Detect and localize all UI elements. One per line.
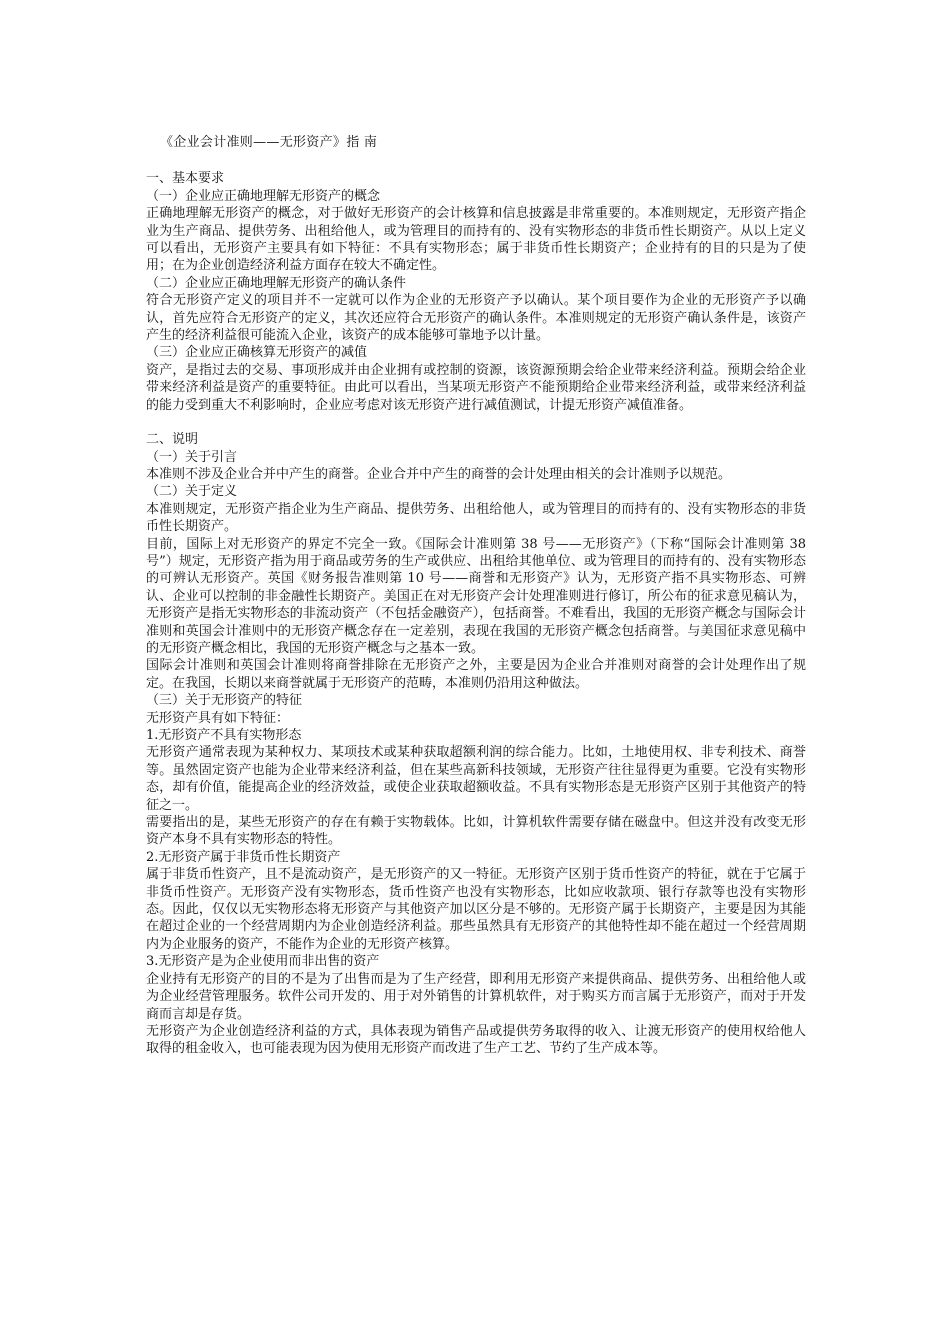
paragraph: 符合无形资产定义的项目并不一定就可以作为企业的无形资产予以确认。某个项目要作为企业的无形资产予以确认，首先应符合无形资产的定义，其次还应符合无形资产的确认条件。本准则规定的无形资产确认条件是，该资产产生的经济利益很可能流入企业，该资产的成本能够可靠地予以计量。	[146, 293, 806, 344]
document-page	[146, 134, 806, 1058]
list-item: 2.无形资产属于非货币性长期资产	[146, 849, 341, 865]
paragraph: 目前，国际上对无形资产的界定不完全一致。《国际会计准则第 38 号——无形资产》（下称“国际会计准则第 38 号”）规定，无形资产指为用于商品或劳务的生产或供应、出租给其他单位、或为管理目的而持有的、没有实物形态的可辨认无形资产。英国《财务报告准则第 10 号——商誉和无形资产》认为，无形资产指不具实物形态、可辨认、企业可以控制的非金融性长期资产。美国正在对无形资产会计处理准则进行修订，所公布的征求意见稿认为，无形资产是指无实物形态的非流动资产（不包括金融资产），包括商誉。不难看出，我国的无形资产概念与国际会计准则和英国会计准则中的无形资产概念存在一定差别，表现在我国的无形资产概念包括商誉。与美国征求意见稿中的无形资产概念相比，我国的无形资产概念与之基本一致。	[146, 536, 806, 656]
subheading: （一）企业应正确地理解无形资产的概念	[146, 188, 381, 204]
paragraph: 需要指出的是，某些无形资产的存在有赖于实物载体。比如，计算机软件需要存储在磁盘中。但这并没有改变无形资产本身不具有实物形态的特性。	[146, 815, 806, 848]
subheading: （二）企业应正确地理解无形资产的确认条件	[146, 275, 407, 291]
subheading: （一）关于引言	[146, 449, 238, 465]
list-item: 1.无形资产不具有实物形态	[146, 728, 302, 743]
paragraph: 正确地理解无形资产的概念，对于做好无形资产的会计核算和信息披露是非常重要的。本准则规定，无形资产指企业为生产商品、提供劳务、出租给他人，或为管理目的而持有的、没有实物形态的非货币性长期资产。从以上定义可以看出，无形资产主要具有如下特征：不具有实物形态；属于非货币性长期资产；企业持有的目的只是为了使用；在为企业创造经济利益方面存在较大不确定性。	[146, 206, 806, 274]
subheading: （三）企业应正确核算无形资产的减值	[146, 345, 368, 361]
section-heading: 一、基本要求	[146, 171, 225, 187]
paragraph: 本准则规定，无形资产指企业为生产商品、提供劳务、出租给他人，或为管理目的而持有的、没有实物形态的非货币性长期资产。	[146, 501, 806, 535]
paragraph: 企业持有无形资产的目的不是为了出售而是为了生产经营，即利用无形资产来提供商品、提供劳务、出租给他人或为企业经营管理服务。软件公司开发的、用于对外销售的计算机软件，对于购买方而言属于无形资产，而对于开发商而言却是存货。	[146, 971, 806, 1022]
document-title: 《企业会计准则——无形资产》指 南	[160, 135, 378, 150]
paragraph: 无形资产为企业创造经济利益的方式，具体表现为销售产品或提供劳务取得的收入、让渡无形资产的使用权给他人取得的租金收入，也可能表现为因为使用无形资产而改进了生产工艺、节约了生产成本等。	[146, 1023, 806, 1057]
list-item: 3.无形资产是为企业使用而非出售的资产	[146, 954, 380, 970]
section-explanation	[146, 431, 806, 1058]
subheading: （三）关于无形资产的特征	[146, 693, 303, 709]
subheading: （二）关于定义	[146, 484, 238, 500]
section-heading: 二、说明	[146, 432, 199, 448]
paragraph: 本准则不涉及企业合并中产生的商誉。企业合并中产生的商誉的会计处理由相关的会计准则予以规范。	[146, 466, 732, 482]
paragraph: 无形资产通常表现为某种权力、某项技术或某种获取超额利润的综合能力。比如，土地使用权、非专利技术、商誉等。虽然固定资产也能为企业带来经济利益，但在某些高新科技领域，无形资产往往显得更为重要。它没有实物形态，却有价值，能提高企业的经济效益，或使企业获取超额收益。不具有实物形态是无形资产区别于其他资产的特征之一。	[146, 745, 806, 813]
paragraph: 国际会计准则和英国会计准则将商誉排除在无形资产之外，主要是因为企业合并准则对商誉的会计处理作出了规定。在我国，长期以来商誉就属于无形资产的范畴，本准则仍沿用这种做法。	[146, 658, 806, 691]
section-basic-requirements	[146, 170, 806, 414]
list-item: 无形资产具有如下特征：	[146, 710, 290, 726]
paragraph: 属于非货币性资产，且不是流动资产，是无形资产的又一特征。无形资产区别于货币性资产的特征，就在于它属于非货币性资产。无形资产没有实物形态，货币性资产也没有实物形态，比如应收款项、银行存款等也没有实物形态。因此，仅仅以无实物形态将无形资产与其他资产加以区分是不够的。无形资产属于长期资产，主要是因为其能在超过企业的一个经营周期内为企业创造经济利益。那些虽然具有无形资产的其他特性却不能在超过一个经营周期内为企业服务的资产，不能作为企业的无形资产核算。	[146, 867, 806, 952]
paragraph: 资产，是指过去的交易、事项形成并由企业拥有或控制的资源，该资源预期会给企业带来经济利益。预期会给企业带来经济利益是资产的重要特征。由此可以看出，当某项无形资产不能预期给企业带来经济利益，或带来经济利益的能力受到重大不利影响时，企业应考虑对该无形资产进行减值测试，计提无形资产减值准备。	[146, 362, 806, 413]
